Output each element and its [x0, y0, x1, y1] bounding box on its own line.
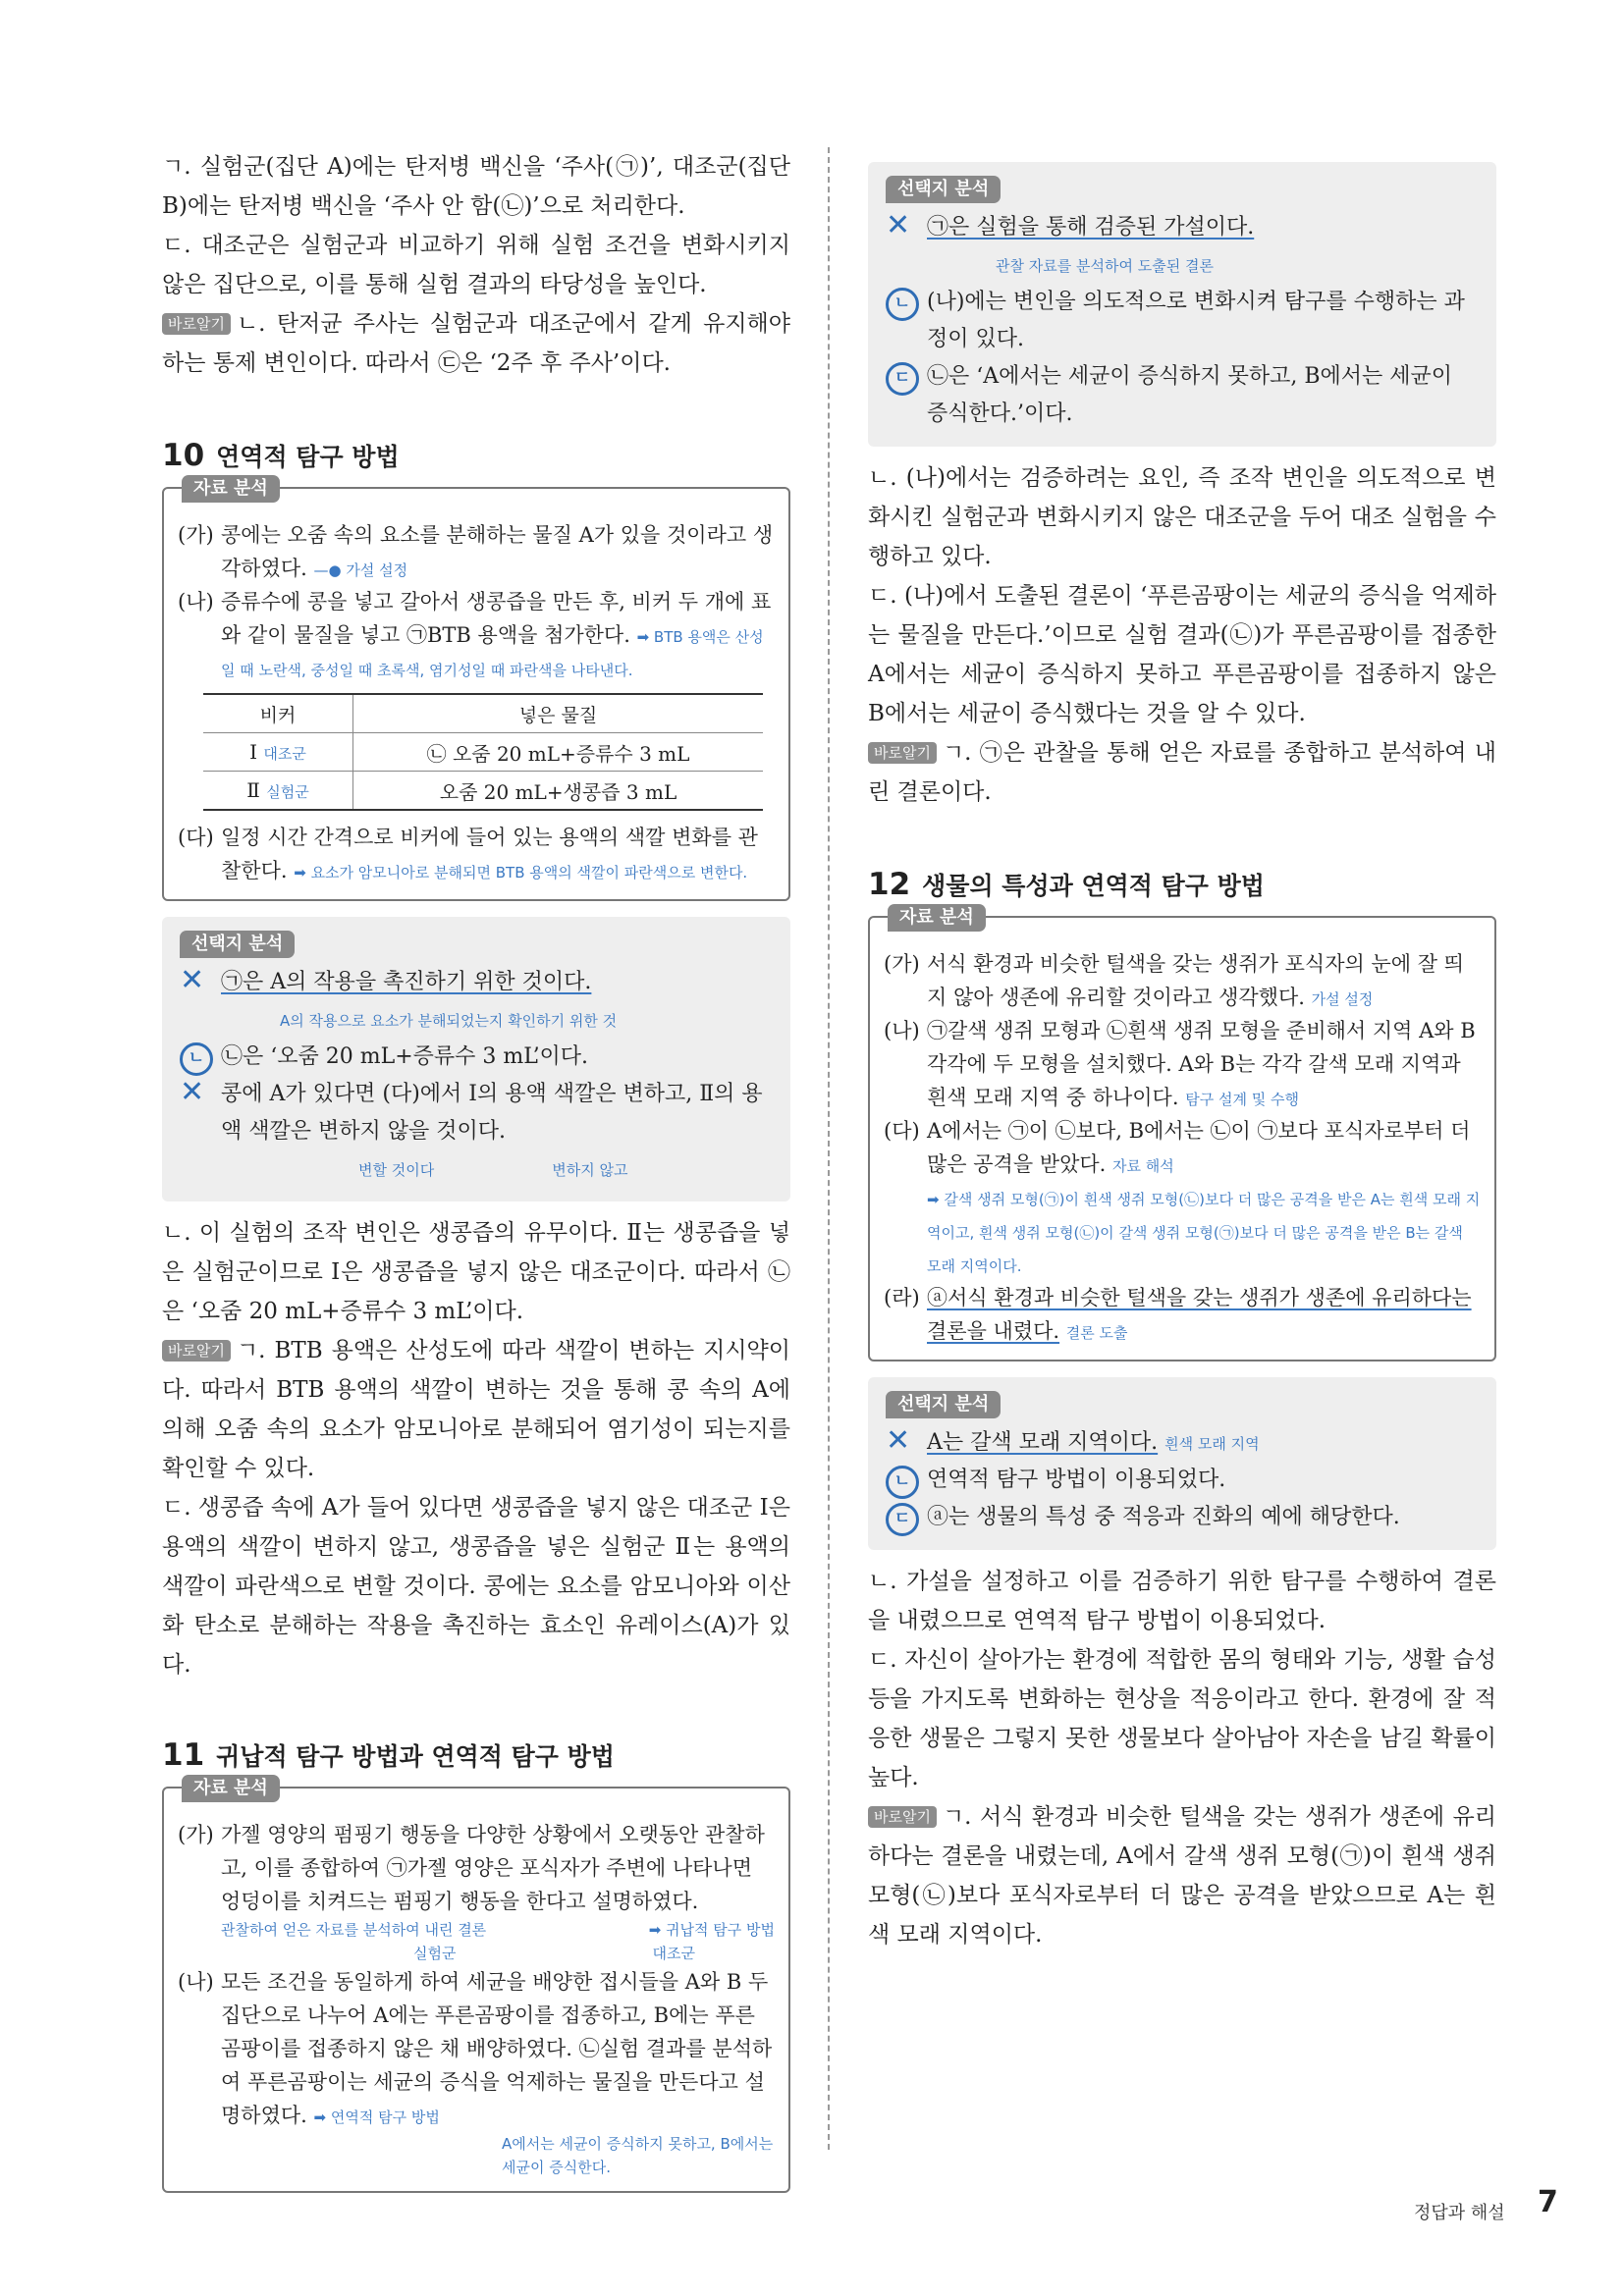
choice-row: ㄷ ⓐ는 생물의 특성 중 적응과 진화의 예에 해당한다.	[886, 1499, 1479, 1536]
q11-explanation	[868, 458, 1496, 812]
q10-data-box	[162, 478, 790, 901]
explanation-para	[162, 304, 790, 383]
explanation-para: ㄱ. 실험군(집단 A)에는 탄저병 백신을 ‘주사(㉠)’, 대조군(집단 B)에는 탄저병 백신을 ‘주사 안 함(㉡)’으로 처리한다.	[162, 154, 790, 219]
table-header: 비커	[203, 694, 353, 733]
correct-mark-icon: ㄴ	[886, 1466, 919, 1499]
annotation-row	[178, 1942, 775, 1965]
explanation-para: ㄷ. 대조군은 실험군과 비교하기 위해 실험 조건을 변화시키지 않은 집단으로, 이를 통해 실험 결과의 타당성을 높인다.	[162, 233, 790, 297]
choice-row: ㄴ (나)에는 변인을 의도적으로 변화시켜 탐구를 수행하는 과정이 있다.	[886, 284, 1479, 358]
q10-explanation	[162, 1213, 790, 1684]
step-da	[178, 821, 775, 887]
step-label: (가)	[178, 1823, 214, 1846]
data-analysis-label: 자료 분석	[888, 904, 986, 932]
explanation-para: ㄴ. 가설을 설정하고 이를 검증하기 위한 탐구를 수행하여 결론을 내렸으므로 연역적 탐구 방법이 이용되었다.	[868, 1569, 1496, 1633]
step-text: 콩에는 오줌 속의 요소를 분해하는 물질 A가 있을 것이라고 생각하였다.	[221, 523, 774, 580]
correct-mark-icon: ㄴ	[886, 288, 919, 321]
choice-row: ✕ A는 갈색 모래 지역이다. 흰색 모래 지역	[886, 1424, 1479, 1462]
correction-text: ㄴ. 탄저균 주사는 실험군과 대조군에서 같게 유지해야 하는 통제 변인이다. 따라서 ㉢은 ‘2주 후 주사’이다.	[162, 311, 790, 376]
step-label: (나)	[178, 1970, 214, 1994]
annotation: ➡ 귀납적 탐구 방법	[648, 1921, 775, 1939]
table-row: Ⅱ 실험군 오줌 20 mL+생콩즙 3 mL	[203, 772, 763, 811]
left-column	[162, 147, 790, 2193]
explanation-para: ㄷ. 생콩즙 속에 A가 들어 있다면 생콩즙을 넣지 않은 대조군 Ⅰ은 용액의 색깔이 변하지 않고, 생콩즙을 넣은 실험군 Ⅱ는 용액의 색깔이 파란색으로 변할 것이다. 콩에는 요소를 암모니아와 이산화 탄소로 분해하는 작용을 촉진하는 효소인 유레이스(A)가 있다.	[162, 1495, 790, 1678]
annotation: ➡ 연역적 탐구 방법	[313, 2109, 440, 2126]
wrong-mark-icon: ✕	[886, 1423, 911, 1458]
step-ga	[178, 1818, 775, 1918]
question-number: 10	[162, 438, 205, 473]
step-ga: (가) 서식 환경과 비슷한 털색을 갖는 생쥐가 포식자의 눈에 잘 띄지 않아 생존에 유리할 것이라고 생각했다. 가설 설정	[884, 952, 1464, 1009]
choice-analysis-label: 선택지 분석	[886, 1391, 1001, 1418]
correction-tag: 바로알기	[162, 1340, 231, 1362]
correction-tag: 바로알기	[162, 313, 231, 335]
q12-heading	[868, 867, 1496, 902]
annotation-row	[178, 2132, 775, 2179]
step-text: 증류수에 콩을 넣고 갈아서 생콩즙을 만든 후, 비커 두 개에 표와 같이 물질을 넣고 ㉠BTB 용액을 첨가한다.	[221, 590, 772, 647]
table-row: Ⅰ 대조군 ㉡ 오줌 20 mL+증류수 3 mL	[203, 733, 763, 772]
choice-analysis-label: 선택지 분석	[886, 176, 1001, 203]
column-divider	[828, 147, 830, 2150]
wrong-mark-icon: ✕	[180, 1075, 205, 1109]
choice-row: ㄴ 연역적 탐구 방법이 이용되었다.	[886, 1462, 1479, 1499]
question-title: 연역적 탐구 방법	[216, 443, 400, 471]
annotation-row	[178, 1918, 775, 1942]
step-text: 가젤 영양의 펌핑기 행동을 다양한 상황에서 오랫동안 관찰하고, 이를 종합하여 ㉠가젤 영양은 포식자가 주변에 나타나면 엉덩이를 치켜드는 펌핑기 행동을 한다고 설명하였다.	[221, 1823, 765, 1913]
annotation: ➡ 요소가 암모니아로 분해되면 BTB 용액의 색깔이 파란색으로 변한다.	[294, 864, 748, 881]
wrong-mark-icon: ✕	[886, 208, 911, 242]
annotation: 대조군	[652, 1945, 695, 1962]
q9-explanation	[162, 147, 790, 383]
annotation: 관찰하여 얻은 자료를 분석하여 내린 결론	[221, 1921, 487, 1939]
correction-tag: 바로알기	[868, 742, 937, 764]
choice-row: ✕ ㉠은 A의 작용을 촉진하기 위한 것이다. A의 작용으로 요소가 분해되었는지 확인하기 위한 것	[180, 964, 773, 1039]
q11-heading	[162, 1737, 790, 1773]
q10-heading	[162, 438, 790, 473]
q12-choice-box	[868, 1377, 1496, 1550]
explanation-para: 바로알기 ㄱ. 서식 환경과 비슷한 털색을 갖는 생쥐가 생존에 유리하다는 결론을 내렸는데, A에서 갈색 생쥐 모형(㉠)이 흰색 생쥐 모형(㉡)보다 포식자로부터 더 많은 공격을 받았으므로 A는 흰색 모래 지역이다.	[868, 1804, 1496, 1948]
annotation: 실험군	[413, 1945, 457, 1962]
choice-row: ✕ ㉠은 실험을 통해 검증된 가설이다. 관찰 자료를 분석하여 도출된 결론	[886, 209, 1479, 284]
step-label: (다)	[178, 826, 214, 849]
explanation-para: ㄴ. 이 실험의 조작 변인은 생콩즙의 유무이다. Ⅱ는 생콩즙을 넣은 실험군이므로 Ⅰ은 생콩즙을 넣지 않은 대조군이다. 따라서 ㉡은 ‘오줌 20 mL+증류수 3 mL’이다.	[162, 1220, 790, 1324]
right-column	[868, 162, 1496, 1954]
wrong-mark-icon: ✕	[180, 963, 205, 997]
correction-tag: 바로알기	[868, 1806, 937, 1828]
step-text: 모든 조건을 동일하게 하여 세균을 배양한 접시들을 A와 B 두 집단으로 나누어 A에는 푸른곰팡이를 접종하고, B에는 푸른곰팡이를 접종하지 않은 채 배양하였다. ㉡실험 결과를 분석하여 푸른곰팡이는 세균의 증식을 억제하는 물질을 만든다고 설명하였다.	[221, 1970, 773, 2127]
footer-label: 정답과 해설	[1414, 2203, 1505, 2223]
data-analysis-label: 자료 분석	[182, 475, 280, 503]
step-ga	[178, 518, 775, 585]
q12-data-box	[868, 907, 1496, 1362]
correct-mark-icon: ㄴ	[180, 1042, 213, 1076]
question-title: 귀납적 탐구 방법과 연역적 탐구 방법	[216, 1742, 615, 1771]
annotation: A에서는 세균이 증식하지 못하고, B에서는 세균이 증식한다.	[502, 2135, 774, 2176]
explanation-para: 바로알기 ㄱ. ㉠은 관찰을 통해 얻은 자료를 종합하고 분석하여 내린 결론이다.	[868, 740, 1496, 805]
choice-row: ㄷ ㉡은 ‘A에서는 세균이 증식하지 못하고, B에서는 세균이 증식한다.’이다.	[886, 358, 1479, 433]
q12-explanation	[868, 1562, 1496, 1954]
q11-choice-box	[868, 162, 1496, 447]
step-na	[178, 585, 775, 685]
choice-row: ✕ 콩에 A가 있다면 (다)에서 Ⅰ의 용액 색깔은 변하고, Ⅱ의 용액 색깔은 변하지 않을 것이다. 변할 것이다 변하지 않고	[180, 1076, 773, 1188]
choice-row: ㄴ ㉡은 ‘오줌 20 mL+증류수 3 mL’이다.	[180, 1039, 773, 1076]
step-label: (가)	[178, 523, 214, 547]
q10-choice-box	[162, 917, 790, 1201]
choice-analysis-label: 선택지 분석	[180, 931, 295, 958]
explanation-para: 바로알기 ㄱ. BTB 용액은 산성도에 따라 색깔이 변하는 지시약이다. 따라서 BTB 용액의 색깔이 변하는 것을 통해 콩 속의 A에 의해 오줌 속의 요소가 암모니아로 분해되어 염기성이 되는지를 확인할 수 있다.	[162, 1338, 790, 1481]
annotation: —● 가설 설정	[313, 561, 408, 579]
question-number: 11	[162, 1737, 205, 1773]
table-header: 넣은 물질	[353, 694, 764, 733]
explanation-para: ㄷ. 자신이 살아가는 환경에 적합한 몸의 형태와 기능, 생활 습성 등을 가지도록 변화하는 현상을 적응이라고 한다. 환경에 잘 적응한 생물은 그렇지 못한 생물보다 살아남아 자손을 남길 확률이 높다.	[868, 1647, 1496, 1790]
page-number: 7	[1538, 2185, 1558, 2219]
question-number: 12	[868, 867, 911, 902]
step-na	[178, 1965, 775, 2132]
question-title: 생물의 특성과 연역적 탐구 방법	[922, 872, 1265, 900]
q11-data-box	[162, 1778, 790, 2193]
step-ra: (라) ⓐ서식 환경과 비슷한 털색을 갖는 생쥐가 생존에 유리하다는 결론을 내렸다. 결론 도출	[884, 1286, 1472, 1343]
data-analysis-label: 자료 분석	[182, 1775, 280, 1802]
step-text: 일정 시간 간격으로 비커에 들어 있는 용액의 색깔 변화를 관찰한다.	[221, 826, 758, 882]
annotation: ➡ BTB 용액은 산성일 때 노란색, 중성일 때 초록색, 염기성일 때 파란색을 나타낸다.	[221, 628, 764, 679]
step-da: (다) A에서는 ㉠이 ㉡보다, B에서는 ㉡이 ㉠보다 포식자로부터 더 많은 공격을 받았다. 자료 해석 ➡ 갈색 생쥐 모형(㉠)이 흰색 생쥐 모형(㉡)보다 더 많은 공격을 받은 A는 흰색 모래 지역이고, 흰색 생쥐 모형(㉡)이 갈색 생쥐 모형(㉠)보다 더 많은 공격을 받은 B는 갈색 모래 지역이다.	[884, 1119, 1481, 1275]
explanation-para: ㄷ. (나)에서 도출된 결론이 ‘푸른곰팡이는 세균의 증식을 억제하는 물질을 만든다.’이므로 실험 결과(㉡)가 푸른곰팡이를 접종한 A에서는 세균이 증식하지 못하고 푸른곰팡이를 접종하지 않은 B에서는 세균이 증식했다는 것을 알 수 있다.	[868, 583, 1496, 726]
explanation-para: ㄴ. (나)에서는 검증하려는 요인, 즉 조작 변인을 의도적으로 변화시킨 실험군과 변화시키지 않은 대조군을 두어 대조 실험을 수행하고 있다.	[868, 465, 1496, 569]
beaker-table	[203, 693, 763, 811]
step-label: (나)	[178, 590, 214, 614]
step-na: (나) ㉠갈색 생쥐 모형과 ㉡흰색 생쥐 모형을 준비해서 지역 A와 B 각각에 두 모형을 설치했다. A와 B는 각각 갈색 모래 지역과 흰색 모래 지역 중 하나이다. 탐구 설계 및 수행	[884, 1019, 1476, 1109]
correct-mark-icon: ㄷ	[886, 362, 919, 396]
correct-mark-icon: ㄷ	[886, 1503, 919, 1536]
